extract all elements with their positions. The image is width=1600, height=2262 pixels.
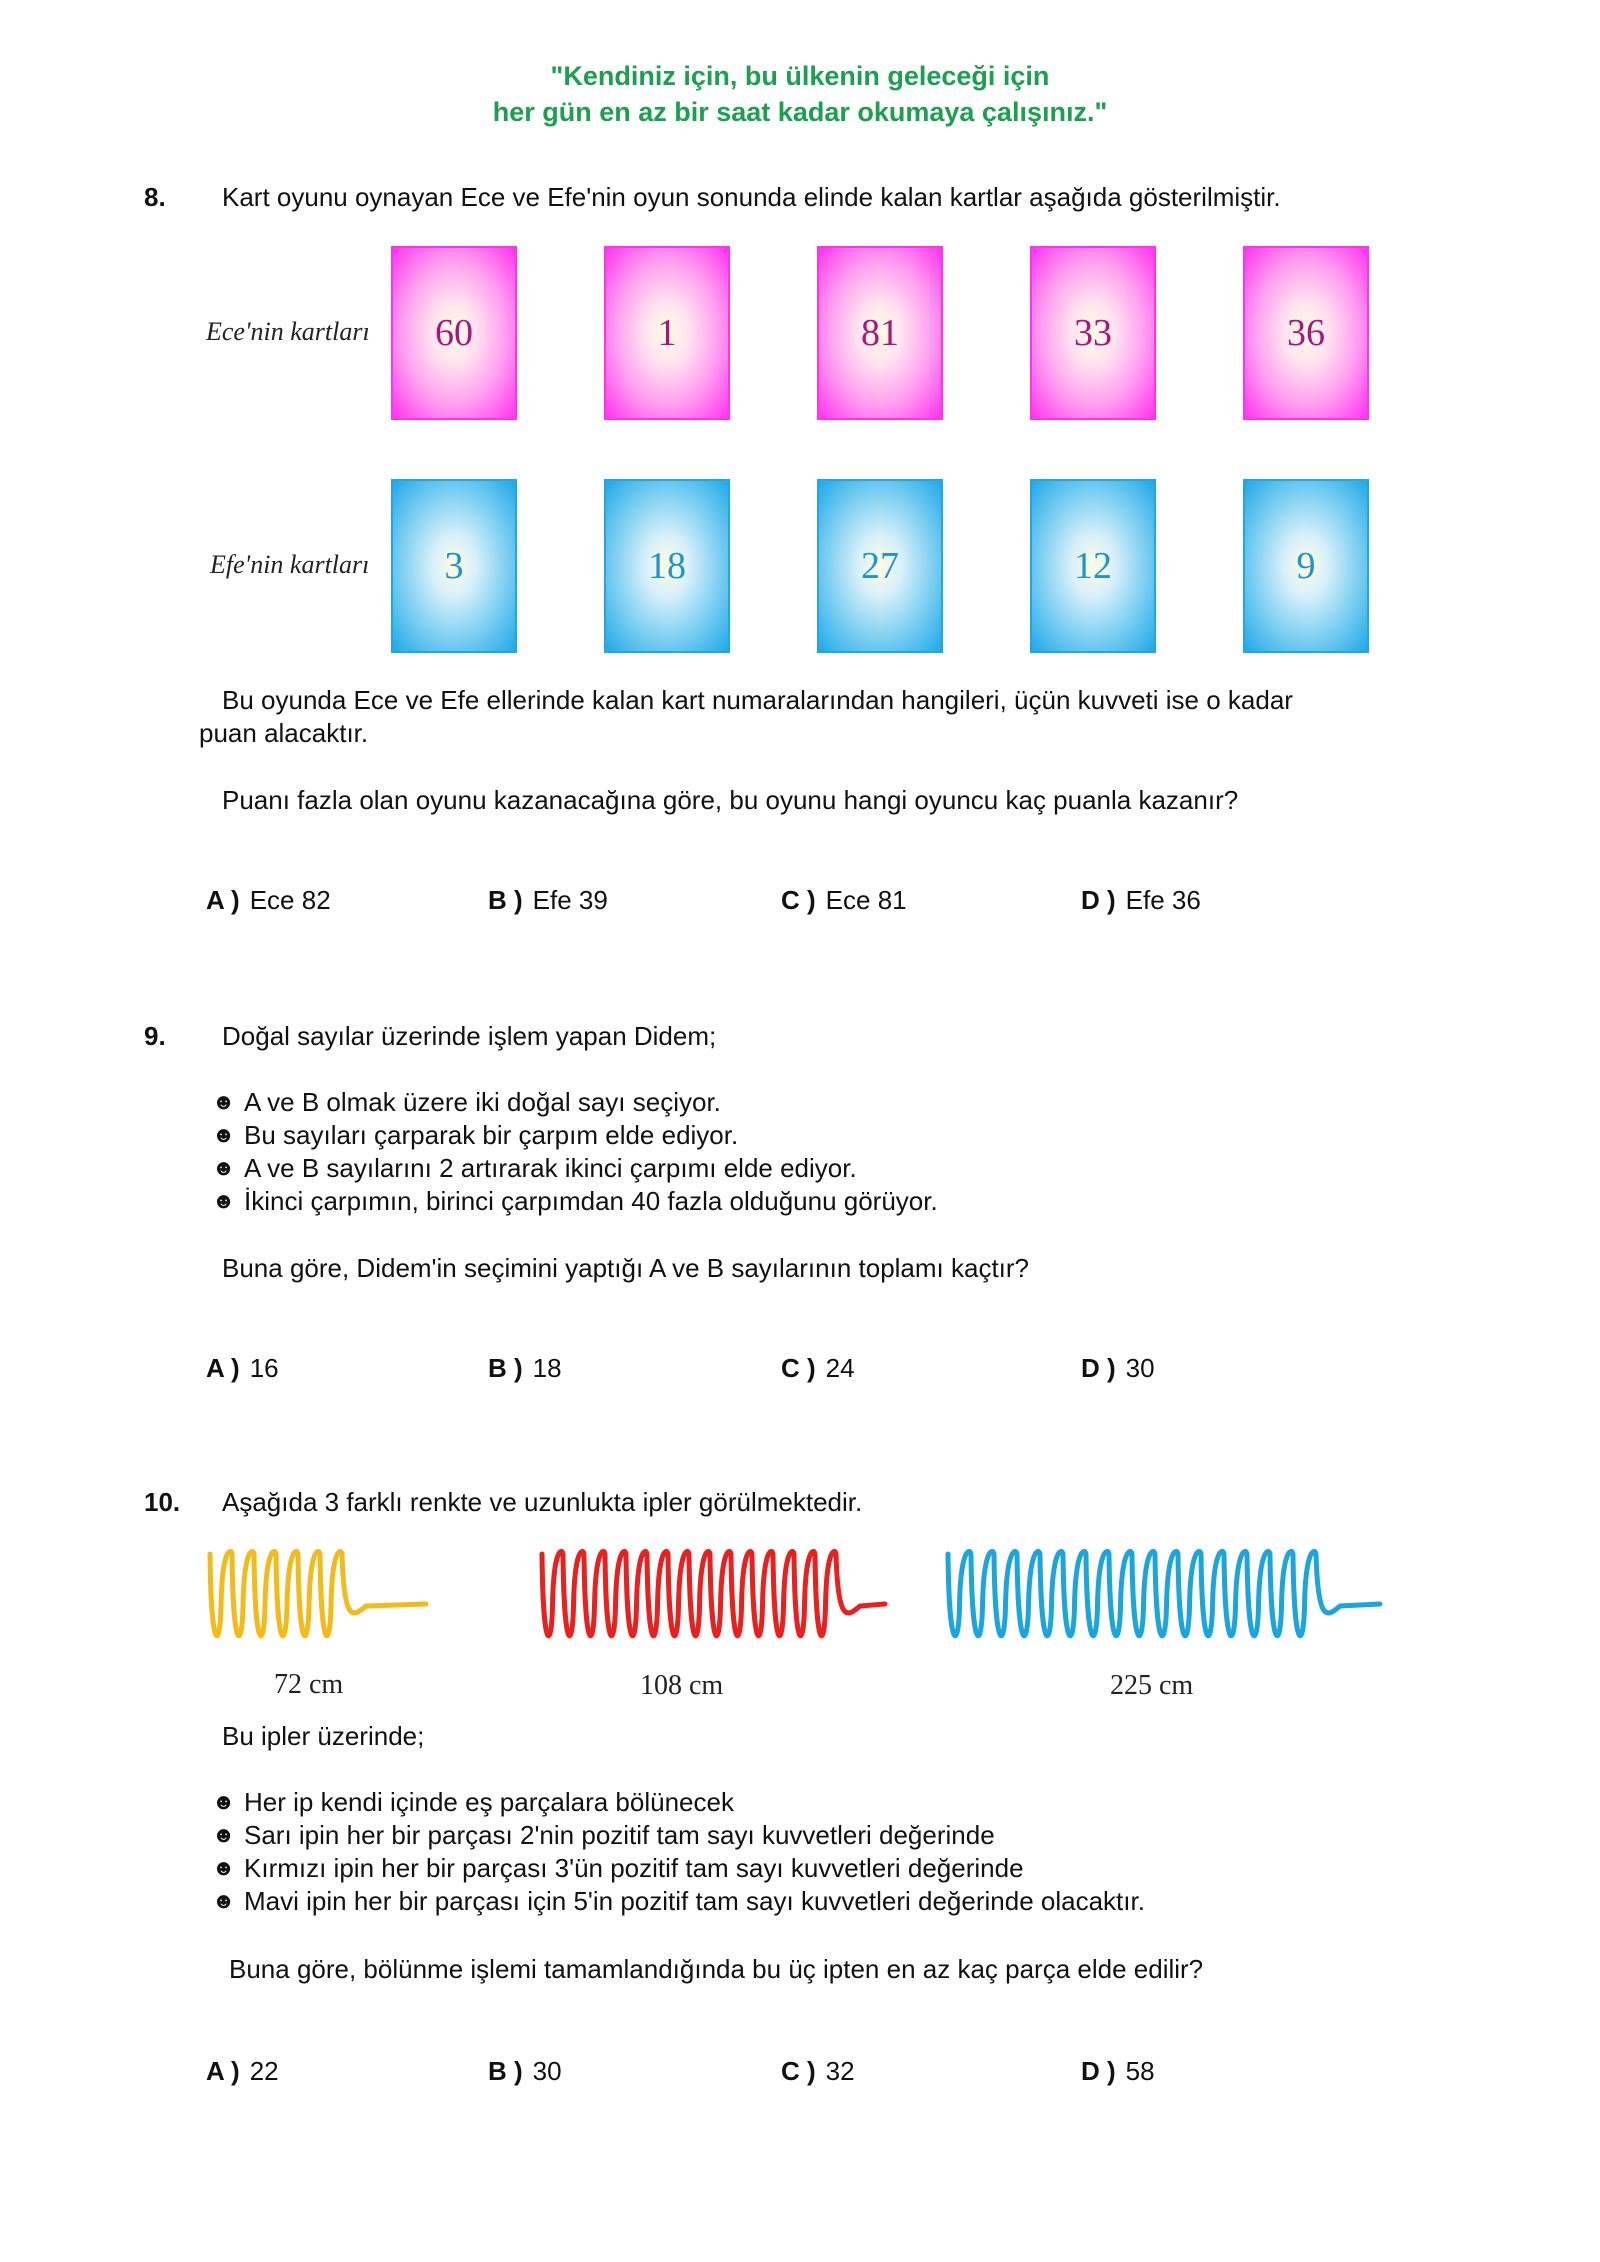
bullet-text: A ve B sayılarını 2 artırarak ikinci çarpımı elde ediyor. [244,1153,857,1183]
q8-number: 8. [144,182,166,212]
q10-option-b[interactable] [488,2056,562,2087]
efe-card: 27 [817,479,943,653]
efe-card: 12 [1030,479,1156,653]
yellow-string [206,1540,466,1660]
option-letter: A ) [206,885,240,915]
option-text: 24 [825,1353,855,1383]
red-string [538,1540,904,1660]
option-letter: C ) [781,2056,816,2086]
option-text: 32 [825,2056,855,2086]
smiley-bullet-icon: ☻ [212,1822,236,1847]
option-text: 30 [532,2056,562,2086]
q8-rule-line-2: puan alacaktır. [199,718,369,748]
option-letter: D ) [1081,885,1116,915]
option-letter: B ) [488,885,523,915]
q8-option-b[interactable] [488,885,608,916]
bullet-text: Mavi ipin her bir parçası için 5'in pozitif tam sayı kuvvetleri değerinde olacaktır. [244,1886,1145,1916]
bullet-text: Sarı ipin her bir parçası 2'nin pozitif tam sayı kuvvetleri değerinde [244,1820,995,1850]
option-letter: D ) [1081,1353,1116,1383]
q8-rule-line-1: Bu oyunda Ece ve Efe ellerinde kalan kart numaralarından hangileri, üçün kuvveti ise o kadar [222,685,1293,715]
bullet-text: Kırmızı ipin her bir parçası 3'ün pozitif tam sayı kuvvetleri değerinde [244,1853,1024,1883]
red-string-length: 108 cm [640,1670,724,1701]
option-letter: B ) [488,1353,523,1383]
efe-card: 3 [391,479,517,653]
q8-option-d[interactable] [1081,885,1201,916]
q9-option-b[interactable] [488,1353,562,1384]
option-text: Ece 81 [825,885,907,915]
option-text: 22 [249,2056,279,2086]
ece-card: 1 [604,246,730,420]
q10-intro: Bu ipler üzerinde; [222,1721,425,1751]
blue-string-length: 225 cm [1110,1670,1194,1701]
smiley-bullet-icon: ☻ [212,1155,236,1180]
q8-question: Puanı fazla olan oyunu kazanacağına göre, bu oyunu hangi oyuncu kaç puanla kazanır? [222,785,1239,815]
option-text: 58 [1125,2056,1155,2086]
q9-option-a[interactable] [206,1353,279,1384]
smiley-bullet-icon: ☻ [212,1089,236,1114]
option-text: Efe 39 [532,885,608,915]
q9-option-d[interactable] [1081,1353,1155,1384]
option-text: 18 [532,1353,562,1383]
option-letter: C ) [781,1353,816,1383]
q10-question: Buna göre, bölünme işlemi tamamlandığında bu üç ipten en az kaç parça elde edilir? [229,1954,1204,1984]
string-path [948,1551,1380,1635]
blue-string [944,1540,1400,1660]
q9-question: Buna göre, Didem'in seçimini yaptığı A ve B sayılarının toplamı kaçtır? [222,1253,1030,1283]
q10-number: 10. [144,1487,181,1517]
option-letter: A ) [206,1353,240,1383]
smiley-bullet-icon: ☻ [212,1888,236,1913]
q9-text: Doğal sayılar üzerinde işlem yapan Didem; [222,1021,717,1051]
ece-card: 81 [817,246,943,420]
smiley-bullet-icon: ☻ [212,1188,236,1213]
option-text: 16 [249,1353,279,1383]
q9-option-c[interactable] [781,1353,855,1384]
q8-option-c[interactable] [781,885,907,916]
q10-option-a[interactable] [206,2056,279,2087]
bullet-text: A ve B olmak üzere iki doğal sayı seçiyor. [244,1087,721,1117]
option-text: Efe 36 [1125,885,1201,915]
smiley-bullet-icon: ☻ [212,1122,236,1147]
q10-text: Aşağıda 3 farklı renkte ve uzunlukta ipler görülmektedir. [222,1487,863,1517]
option-letter: B ) [488,2056,523,2086]
q8-text: Kart oyunu oynayan Ece ve Efe'nin oyun sonunda elinde kalan kartlar aşağıda gösterilmiştir. [222,182,1281,212]
q9-number: 9. [144,1021,166,1051]
q10-option-c[interactable] [781,2056,855,2087]
q10-option-d[interactable] [1081,2056,1155,2087]
bullet-text: Her ip kendi içinde eş parçalara bölünecek [244,1787,734,1817]
ece-cards-label: Ece'nin kartları [206,317,370,346]
motto-header [0,58,1600,130]
efe-cards-label: Efe'nin kartları [210,550,370,579]
q8-option-a[interactable] [206,885,331,916]
option-text: Ece 82 [249,885,331,915]
yellow-string-length: 72 cm [274,1669,344,1700]
option-letter: D ) [1081,2056,1116,2086]
string-path [210,1551,426,1635]
ece-card: 60 [391,246,517,420]
motto-line-2: her gün en az bir saat kadar okumaya çalışınız." [492,97,1108,127]
option-letter: C ) [781,885,816,915]
efe-card: 18 [604,479,730,653]
option-text: 30 [1125,1353,1155,1383]
ece-card: 33 [1030,246,1156,420]
bullet-text: İkinci çarpımın, birinci çarpımdan 40 fazla olduğunu görüyor. [244,1186,938,1216]
motto-line-1: "Kendiniz için, bu ülkenin geleceği için [550,61,1050,91]
bullet-text: Bu sayıları çarparak bir çarpım elde ediyor. [244,1120,739,1150]
smiley-bullet-icon: ☻ [212,1855,236,1880]
option-letter: A ) [206,2056,240,2086]
efe-card: 9 [1243,479,1369,653]
ece-card: 36 [1243,246,1369,420]
string-path [542,1551,885,1635]
smiley-bullet-icon: ☻ [212,1789,236,1814]
